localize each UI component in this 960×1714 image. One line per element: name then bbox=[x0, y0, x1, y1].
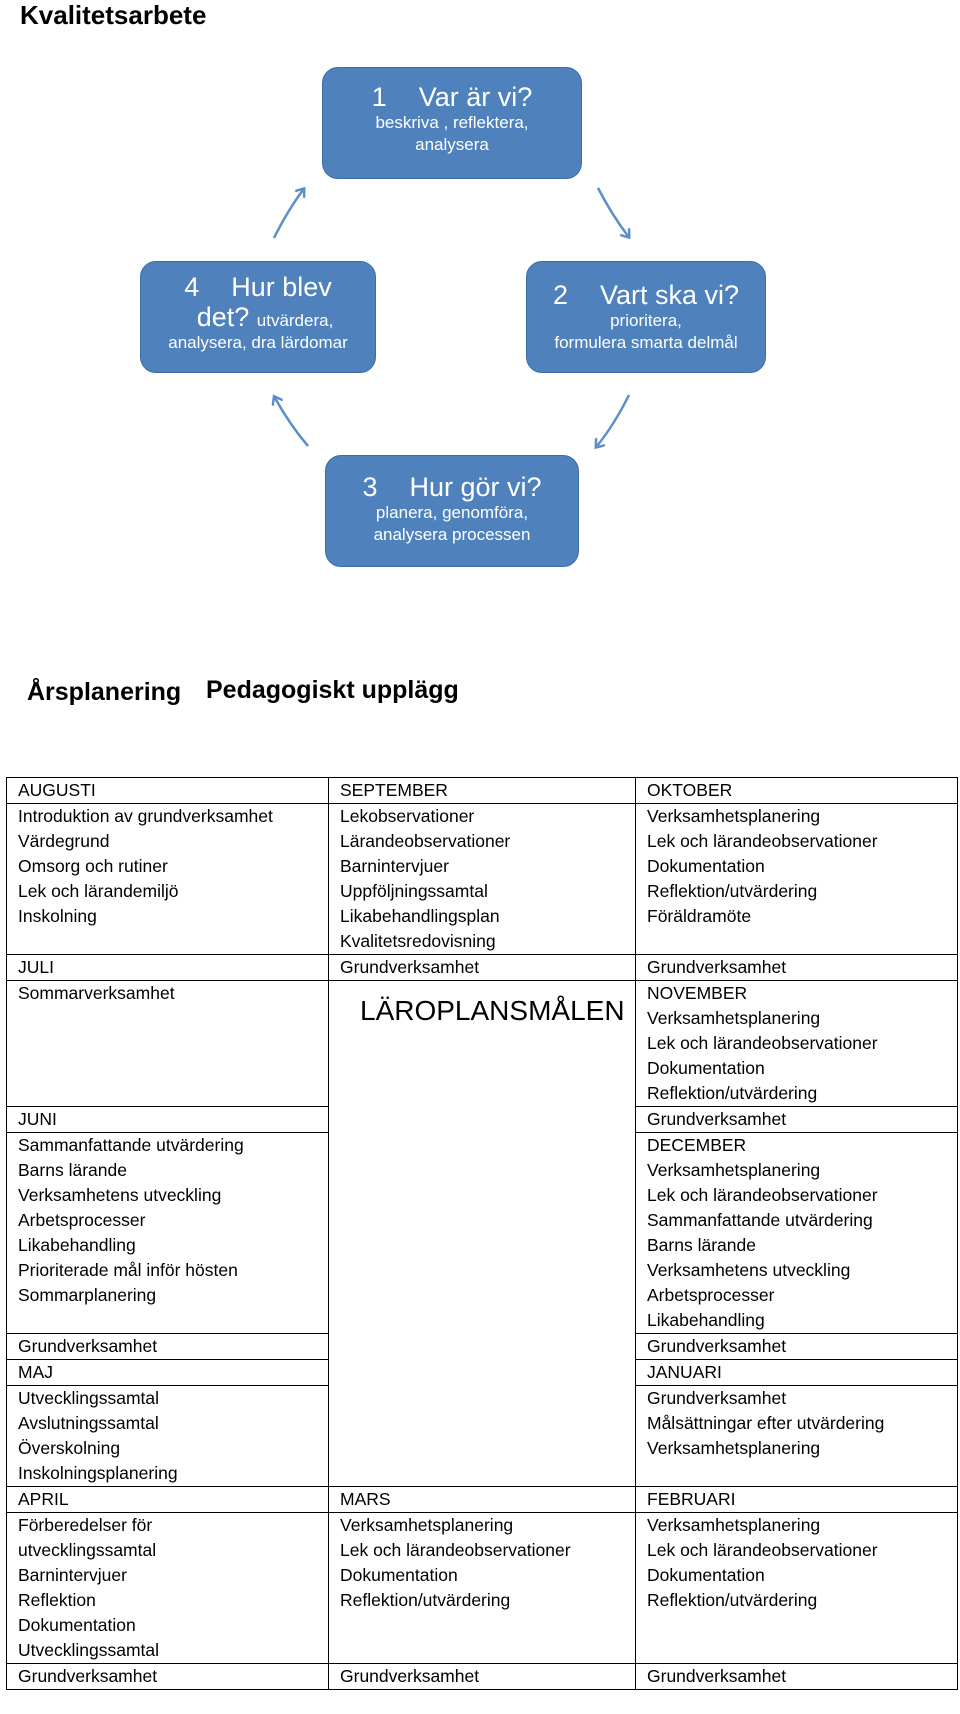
cell-maj-label: MAJ bbox=[7, 1360, 329, 1386]
page-title: Kvalitetsarbete bbox=[20, 0, 207, 30]
step-description: utvärdera, bbox=[256, 311, 334, 330]
cell-juli-items: Sommarverksamhet bbox=[7, 981, 329, 1107]
year-plan-table-bottom bbox=[6, 1512, 958, 1690]
arrow-3-to-4 bbox=[275, 398, 308, 446]
cell-oktober-items: Verksamhetsplanering Lek och lärandeobservationer Dokumentation Reflektion/utvärdering Föräldramöte bbox=[636, 804, 958, 955]
step-description: analysera bbox=[415, 135, 489, 154]
cell-april-label: APRIL bbox=[7, 1487, 329, 1513]
cell-mars-label: MARS bbox=[329, 1487, 636, 1513]
cycle-step-2 bbox=[526, 261, 766, 373]
step-description: planera, genomföra, bbox=[375, 503, 529, 522]
cell-oktober-label: OKTOBER bbox=[636, 778, 958, 804]
step-heading: Hur gör vi? bbox=[409, 472, 542, 502]
cell-februari-footer: Grundverksamhet bbox=[636, 1664, 958, 1690]
cell-december: DECEMBER Verksamhetsplanering Lek och lärandeobservationer Sammanfattande utvärdering Barns lärande Verksamhetens utveckling Arbetsprocesser Likabehandling bbox=[636, 1133, 958, 1334]
cycle-step-4 bbox=[140, 261, 376, 373]
cycle-step-3 bbox=[325, 455, 579, 567]
cell-juni-footer: Grundverksamhet bbox=[7, 1334, 329, 1360]
cell-februari-label: FEBRUARI bbox=[636, 1487, 958, 1513]
arrow-4-to-1 bbox=[274, 190, 303, 238]
step-number: 1 bbox=[371, 82, 387, 112]
step-number: 2 bbox=[552, 280, 568, 310]
cell-juni-label: JUNI bbox=[7, 1107, 329, 1133]
step-number: 3 bbox=[362, 472, 378, 502]
cell-juni-items: Sammanfattande utvärdering Barns lärande Verksamhetens utveckling Arbetsprocesser Likabehandling Prioriterade mål inför hösten Sommarplanering bbox=[7, 1133, 329, 1334]
cell-april-items: Förberedelser för utvecklingssamtal Barnintervjuer Reflektion Dokumentation Utvecklingssamtal bbox=[7, 1513, 329, 1664]
arrow-2-to-3 bbox=[597, 395, 629, 446]
step-description: beskriva , reflektera, bbox=[375, 113, 529, 132]
step-heading: Hur blev bbox=[231, 272, 332, 302]
cell-augusti-label: AUGUSTI bbox=[7, 778, 329, 804]
center-label: LÄROPLANSMÅLEN bbox=[360, 995, 625, 1026]
cell-januari-label: JANUARI bbox=[636, 1360, 958, 1386]
step-description: prioritera, bbox=[610, 311, 682, 330]
cell-september-label: SEPTEMBER bbox=[329, 778, 636, 804]
cell-maj-items: Utvecklingssamtal Avslutningssamtal Överskolning Inskolningsplanering bbox=[7, 1386, 329, 1487]
cell-september-footer: Grundverksamhet bbox=[329, 955, 636, 981]
step-description: analysera processen bbox=[373, 525, 531, 544]
cell-juli-label: JULI bbox=[7, 955, 329, 981]
year-plan-table bbox=[6, 777, 958, 1513]
step-heading: Vart ska vi? bbox=[599, 280, 740, 310]
cycle-step-1 bbox=[322, 67, 582, 179]
section-heading-pedagogiskt: Pedagogiskt upplägg bbox=[206, 676, 459, 704]
arrow-1-to-2 bbox=[598, 188, 628, 236]
cell-november: NOVEMBER Verksamhetsplanering Lek och lärandeobservationer Dokumentation Reflektion/utvärdering bbox=[636, 981, 958, 1107]
cell-september-items: Lekobservationer Lärandeobservationer Barnintervjuer Uppföljningssamtal Likabehandlingsplan Kvalitetsredovisning bbox=[329, 804, 636, 955]
cell-november-footer: Grundverksamhet bbox=[636, 1107, 958, 1133]
cell-mars: Verksamhetsplanering Lek och lärandeobservationer Dokumentation Reflektion/utvärdering bbox=[329, 1513, 636, 1664]
step-description: analysera, dra lärdomar bbox=[168, 333, 348, 352]
cell-april-footer: Grundverksamhet bbox=[7, 1664, 329, 1690]
cell-oktober-footer: Grundverksamhet bbox=[636, 955, 958, 981]
step-description: formulera smarta delmål bbox=[554, 333, 738, 352]
step-number: 4 bbox=[184, 272, 200, 302]
step-heading: det? bbox=[196, 302, 250, 332]
cell-augusti-items: Introduktion av grundverksamhet Värdegrund Omsorg och rutiner Lek och lärandemiljö Inskolning bbox=[7, 804, 329, 955]
cell-laroplansmalen bbox=[329, 981, 636, 1487]
step-heading: Var är vi? bbox=[418, 82, 533, 112]
cell-februari-items: Verksamhetsplanering Lek och lärandeobservationer Dokumentation Reflektion/utvärdering bbox=[636, 1513, 958, 1664]
cell-december-footer: Grundverksamhet bbox=[636, 1334, 958, 1360]
cell-januari-items: Grundverksamhet Målsättningar efter utvärdering Verksamhetsplanering bbox=[636, 1386, 958, 1487]
section-heading-arsplanering: Årsplanering bbox=[27, 678, 182, 706]
cell-mars-footer: Grundverksamhet bbox=[329, 1664, 636, 1690]
